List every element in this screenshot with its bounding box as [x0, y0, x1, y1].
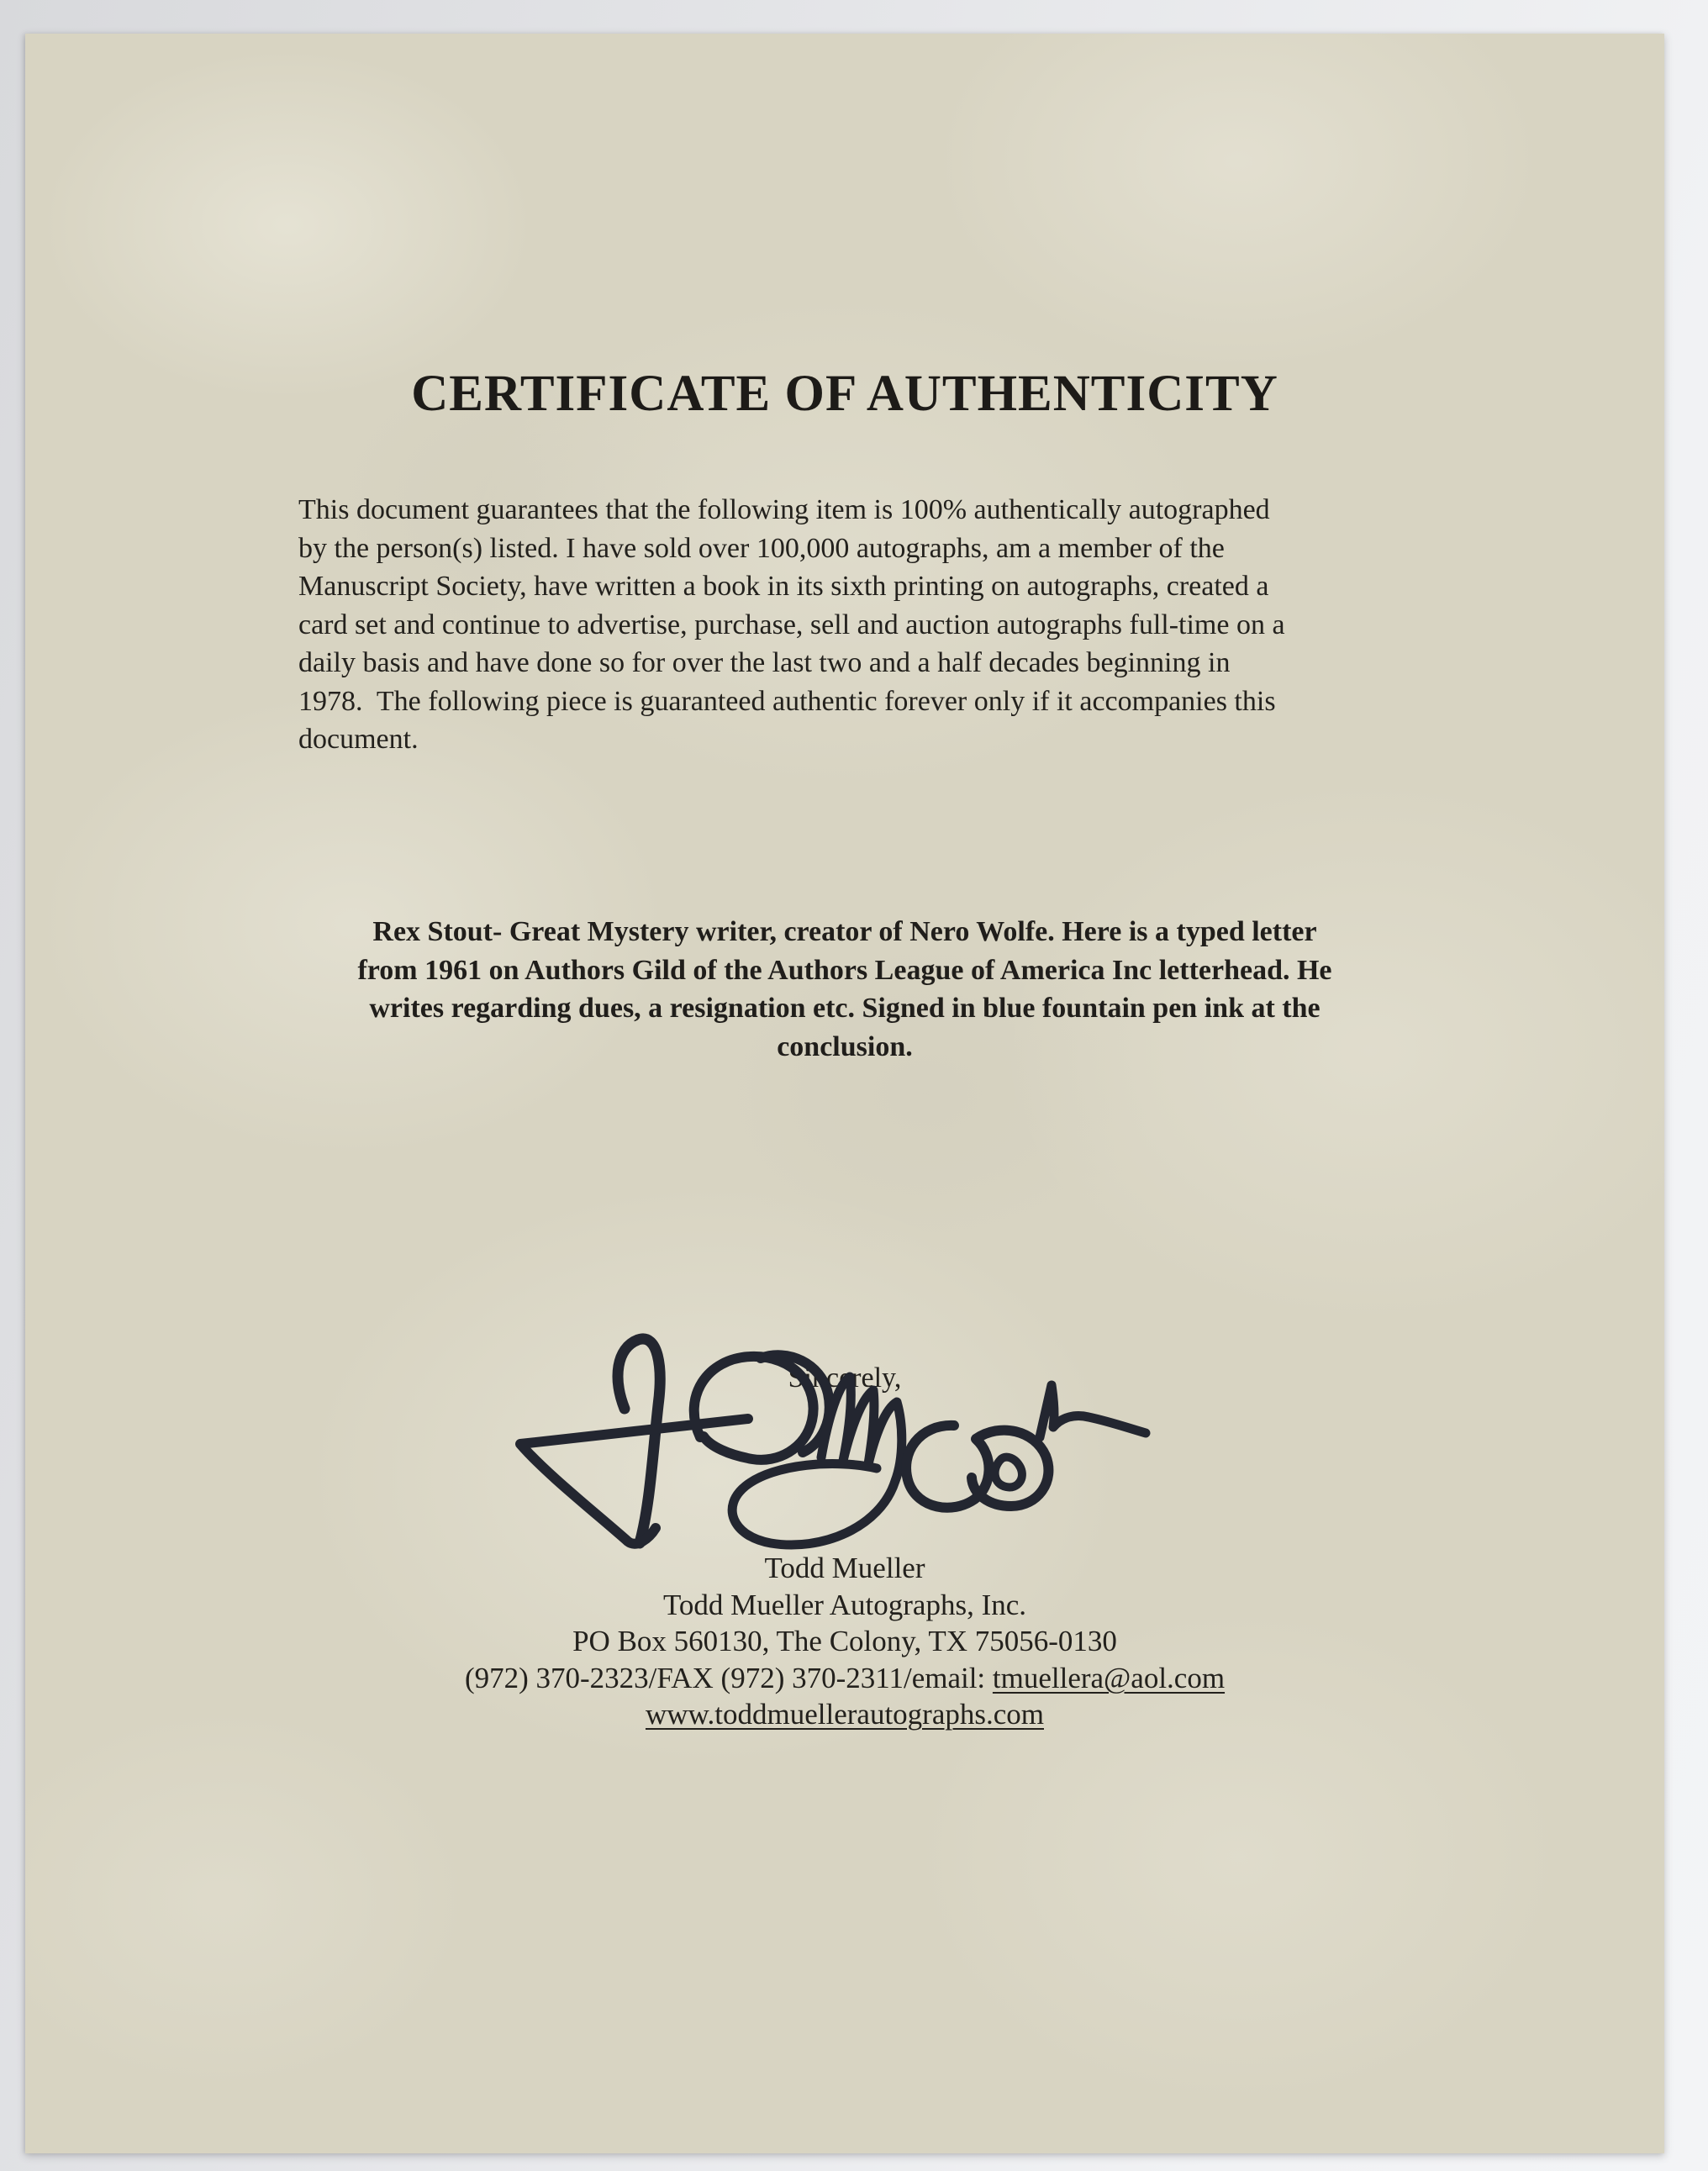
company-name: Todd Mueller Autographs, Inc. — [662, 1588, 1027, 1621]
item-description-line: writes regarding dues, a resignation etc. Signed in blue fountain pen ink at the — [369, 993, 1321, 1024]
guarantee-line: document. — [298, 724, 419, 755]
signature — [483, 1326, 1152, 1587]
item-description-line: Rex Stout- Great Mystery writer, creator of Nero Wolfe. Here is a typed letter — [372, 916, 1317, 947]
guarantee-paragraph — [298, 491, 1442, 759]
guarantee-line: Manuscript Society, have written a book in its sixth printing on autographs, created a — [298, 571, 1269, 602]
certificate-paper — [25, 34, 1664, 2153]
item-description — [168, 913, 1521, 1066]
guarantee-line: by the person(s) listed. I have sold over 100,000 autographs, am a member of the — [298, 532, 1225, 564]
contact-block — [25, 1550, 1664, 1733]
website-url: www.toddmuellerautographs.com — [645, 1698, 1044, 1731]
email-address: tmuellera@aol.com — [992, 1661, 1226, 1694]
website-line — [25, 1696, 1664, 1733]
signer-name: Todd Mueller — [764, 1552, 925, 1584]
closing-salutation: Sincerely, — [788, 1362, 902, 1394]
item-description-line: conclusion. — [777, 1030, 913, 1062]
mailing-address: PO Box 560130, The Colony, TX 75056-0130 — [572, 1625, 1117, 1657]
guarantee-line: daily basis and have done so for over the last two and a half decades beginning in — [298, 647, 1231, 678]
phone-fax-label: (972) 370-2323/FAX (972) 370-2311/email: — [464, 1661, 993, 1694]
signature-ink — [483, 1326, 1152, 1587]
item-description-line: from 1961 on Authors Gild of the Authors League of America Inc letterhead. He — [357, 954, 1332, 986]
guarantee-line: This document guarantees that the following item is 100% authentically autographed — [298, 494, 1270, 525]
certificate-title: CERTIFICATE OF AUTHENTICITY — [411, 366, 1278, 422]
phone-fax-email-line — [25, 1660, 1664, 1697]
guarantee-line: card set and continue to advertise, purchase, sell and auction autographs full-time on a — [298, 609, 1285, 640]
guarantee-line: 1978. The following piece is guaranteed authentic forever only if it accompanies this — [298, 685, 1276, 717]
